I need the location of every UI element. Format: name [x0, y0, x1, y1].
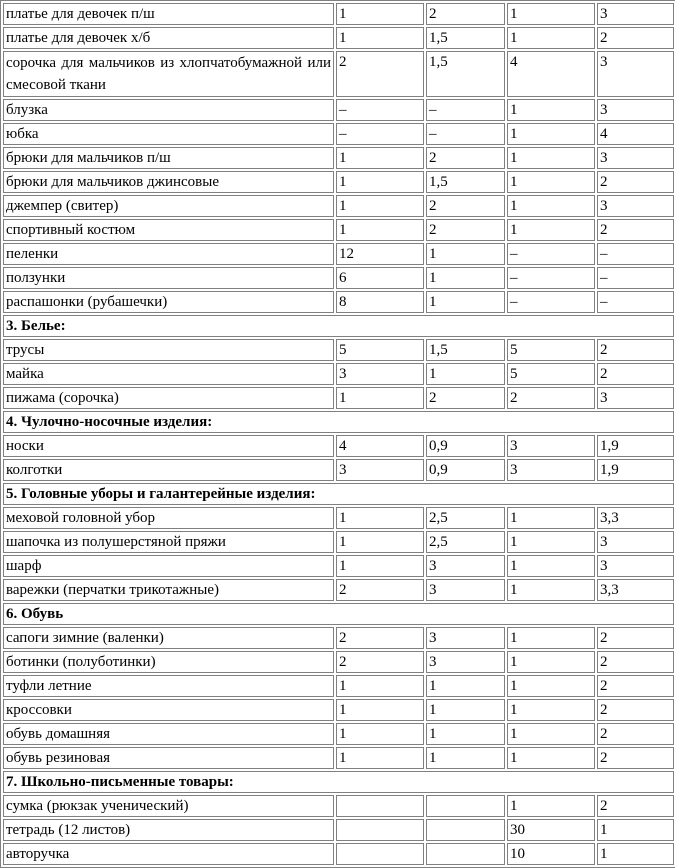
value-cell-4: 1,9	[597, 459, 674, 481]
value-cell-1	[336, 843, 424, 865]
value-cell-1	[336, 795, 424, 817]
table-row	[3, 171, 674, 193]
value-cell-3: 1	[507, 195, 595, 217]
value-cell-4: 1	[597, 843, 674, 865]
value-cell-2: 1,5	[426, 339, 505, 361]
table-row	[3, 531, 674, 553]
table-row	[3, 459, 674, 481]
value-cell-2: 1	[426, 267, 505, 289]
value-cell-3: 4	[507, 51, 595, 97]
value-cell-3: 5	[507, 363, 595, 385]
item-name-cell: носки	[3, 435, 334, 457]
value-cell-1: 2	[336, 51, 424, 97]
table-row	[3, 3, 674, 25]
value-cell-4: 2	[597, 171, 674, 193]
value-cell-3: 1	[507, 219, 595, 241]
value-cell-3: 1	[507, 123, 595, 145]
value-cell-4: –	[597, 267, 674, 289]
item-name-cell: брюки для мальчиков джинсовые	[3, 171, 334, 193]
value-cell-1: 3	[336, 363, 424, 385]
section-title: 4. Чулочно-носочные изделия:	[3, 411, 674, 433]
value-cell-3: 1	[507, 723, 595, 745]
table-row	[3, 843, 674, 865]
value-cell-2: 2	[426, 195, 505, 217]
table-row	[3, 723, 674, 745]
item-name-cell: пижама (сорочка)	[3, 387, 334, 409]
section-header-row	[3, 411, 674, 433]
item-name-cell: платье для девочек х/б	[3, 27, 334, 49]
table-row	[3, 387, 674, 409]
value-cell-3: 1	[507, 627, 595, 649]
value-cell-1: 2	[336, 579, 424, 601]
value-cell-4: 2	[597, 651, 674, 673]
value-cell-4: 1,9	[597, 435, 674, 457]
value-cell-1: 1	[336, 531, 424, 553]
item-name-cell: трусы	[3, 339, 334, 361]
value-cell-2: 3	[426, 651, 505, 673]
table-row	[3, 795, 674, 817]
table-row	[3, 651, 674, 673]
value-cell-2: 3	[426, 579, 505, 601]
value-cell-2: 3	[426, 555, 505, 577]
value-cell-3: 1	[507, 651, 595, 673]
value-cell-3: 3	[507, 435, 595, 457]
table-row	[3, 123, 674, 145]
value-cell-2: 1	[426, 723, 505, 745]
value-cell-4: 2	[597, 675, 674, 697]
item-name-cell: тетрадь (12 листов)	[3, 819, 334, 841]
item-name-cell: джемпер (свитер)	[3, 195, 334, 217]
value-cell-1: 12	[336, 243, 424, 265]
item-name-cell: брюки для мальчиков п/ш	[3, 147, 334, 169]
value-cell-1: 1	[336, 195, 424, 217]
item-name-cell: сорочка для мальчиков из хлопчатобумажной или смесовой ткани	[3, 51, 334, 97]
value-cell-3: –	[507, 267, 595, 289]
value-cell-3: 3	[507, 459, 595, 481]
value-cell-1: 1	[336, 219, 424, 241]
value-cell-2: 2	[426, 387, 505, 409]
value-cell-4: –	[597, 243, 674, 265]
item-name-cell: варежки (перчатки трикотажные)	[3, 579, 334, 601]
value-cell-4: 3	[597, 531, 674, 553]
value-cell-1: 4	[336, 435, 424, 457]
section-header-row	[3, 483, 674, 505]
value-cell-3: 1	[507, 147, 595, 169]
table-row	[3, 291, 674, 313]
section-header-row	[3, 771, 674, 793]
table-row	[3, 195, 674, 217]
value-cell-4: 2	[597, 27, 674, 49]
value-cell-4: 1	[597, 819, 674, 841]
value-cell-1: 2	[336, 651, 424, 673]
item-name-cell: пеленки	[3, 243, 334, 265]
value-cell-2	[426, 819, 505, 841]
value-cell-4: 3	[597, 387, 674, 409]
item-name-cell: меховой головной убор	[3, 507, 334, 529]
value-cell-2: 1	[426, 363, 505, 385]
section-title: 3. Белье:	[3, 315, 674, 337]
value-cell-2: –	[426, 123, 505, 145]
table-row	[3, 99, 674, 121]
value-cell-1: 1	[336, 555, 424, 577]
value-cell-2: 1	[426, 675, 505, 697]
value-cell-4: 2	[597, 363, 674, 385]
value-cell-4: –	[597, 291, 674, 313]
table-row	[3, 555, 674, 577]
value-cell-4: 3	[597, 51, 674, 97]
item-name-cell: авторучка	[3, 843, 334, 865]
value-cell-1: 5	[336, 339, 424, 361]
value-cell-3: 1	[507, 171, 595, 193]
value-cell-2: 2	[426, 3, 505, 25]
value-cell-3: 1	[507, 795, 595, 817]
value-cell-2: 1,5	[426, 171, 505, 193]
value-cell-1: 1	[336, 507, 424, 529]
value-cell-3: 1	[507, 3, 595, 25]
value-cell-3: 1	[507, 99, 595, 121]
item-name-cell: майка	[3, 363, 334, 385]
value-cell-1: 1	[336, 171, 424, 193]
item-name-cell: распашонки (рубашечки)	[3, 291, 334, 313]
value-cell-2: –	[426, 99, 505, 121]
table-row	[3, 579, 674, 601]
table-row	[3, 339, 674, 361]
section-title: 5. Головные уборы и галантерейные изделия:	[3, 483, 674, 505]
value-cell-4: 2	[597, 723, 674, 745]
value-cell-3: 1	[507, 555, 595, 577]
value-cell-1: 1	[336, 699, 424, 721]
value-cell-2: 1	[426, 291, 505, 313]
table-row	[3, 51, 674, 97]
value-cell-3: 1	[507, 531, 595, 553]
value-cell-2: 3	[426, 627, 505, 649]
value-cell-2	[426, 843, 505, 865]
value-cell-4: 3	[597, 195, 674, 217]
value-cell-1: 1	[336, 723, 424, 745]
value-cell-1: 1	[336, 27, 424, 49]
value-cell-1: 2	[336, 627, 424, 649]
value-cell-2: 0,9	[426, 459, 505, 481]
table-row	[3, 675, 674, 697]
item-name-cell: шарф	[3, 555, 334, 577]
value-cell-2: 0,9	[426, 435, 505, 457]
value-cell-2: 2	[426, 147, 505, 169]
table-row	[3, 627, 674, 649]
table-row	[3, 219, 674, 241]
item-name-cell: блузка	[3, 99, 334, 121]
item-name-cell: ботинки (полуботинки)	[3, 651, 334, 673]
item-name-cell: колготки	[3, 459, 334, 481]
value-cell-3: 10	[507, 843, 595, 865]
item-name-cell: юбка	[3, 123, 334, 145]
item-name-cell: сапоги зимние (валенки)	[3, 627, 334, 649]
value-cell-4: 3,3	[597, 579, 674, 601]
value-cell-1: 6	[336, 267, 424, 289]
value-cell-4: 2	[597, 795, 674, 817]
section-header-row	[3, 603, 674, 625]
table-row	[3, 507, 674, 529]
item-name-cell: спортивный костюм	[3, 219, 334, 241]
value-cell-2: 2,5	[426, 507, 505, 529]
value-cell-1: 3	[336, 459, 424, 481]
value-cell-4: 2	[597, 747, 674, 769]
value-cell-2: 1	[426, 747, 505, 769]
table-row	[3, 267, 674, 289]
value-cell-1: 1	[336, 747, 424, 769]
value-cell-4: 2	[597, 627, 674, 649]
value-cell-3: 30	[507, 819, 595, 841]
value-cell-3: 2	[507, 387, 595, 409]
value-cell-1: 8	[336, 291, 424, 313]
item-name-cell: платье для девочек п/ш	[3, 3, 334, 25]
value-cell-1	[336, 819, 424, 841]
item-name-cell: обувь домашняя	[3, 723, 334, 745]
item-name-cell: туфли летние	[3, 675, 334, 697]
item-name-cell: сумка (рюкзак ученический)	[3, 795, 334, 817]
value-cell-2: 1	[426, 699, 505, 721]
value-cell-3: 1	[507, 27, 595, 49]
table-row	[3, 363, 674, 385]
value-cell-3: 1	[507, 579, 595, 601]
value-cell-3: 1	[507, 675, 595, 697]
norms-table-body	[3, 3, 674, 865]
value-cell-4: 3	[597, 147, 674, 169]
value-cell-2: 1,5	[426, 27, 505, 49]
value-cell-3: –	[507, 291, 595, 313]
table-row	[3, 243, 674, 265]
value-cell-4: 3	[597, 555, 674, 577]
table-row	[3, 699, 674, 721]
value-cell-3: 1	[507, 747, 595, 769]
value-cell-4: 4	[597, 123, 674, 145]
value-cell-2: 2,5	[426, 531, 505, 553]
table-row	[3, 435, 674, 457]
value-cell-2: 1	[426, 243, 505, 265]
value-cell-3: –	[507, 243, 595, 265]
value-cell-3: 1	[507, 699, 595, 721]
value-cell-2	[426, 795, 505, 817]
table-row	[3, 27, 674, 49]
value-cell-2: 2	[426, 219, 505, 241]
value-cell-1: –	[336, 99, 424, 121]
table-row	[3, 747, 674, 769]
value-cell-1: 1	[336, 3, 424, 25]
value-cell-4: 3	[597, 3, 674, 25]
value-cell-4: 2	[597, 219, 674, 241]
value-cell-1: 1	[336, 147, 424, 169]
table-row	[3, 147, 674, 169]
section-header-row	[3, 315, 674, 337]
section-title: 6. Обувь	[3, 603, 674, 625]
value-cell-1: 1	[336, 675, 424, 697]
item-name-cell: кроссовки	[3, 699, 334, 721]
value-cell-2: 1,5	[426, 51, 505, 97]
value-cell-4: 3,3	[597, 507, 674, 529]
value-cell-3: 5	[507, 339, 595, 361]
item-name-cell: обувь резиновая	[3, 747, 334, 769]
value-cell-3: 1	[507, 507, 595, 529]
value-cell-4: 2	[597, 339, 674, 361]
value-cell-4: 3	[597, 99, 674, 121]
item-name-cell: ползунки	[3, 267, 334, 289]
item-name-cell: шапочка из полушерстяной пряжи	[3, 531, 334, 553]
section-title: 7. Школьно-письменные товары:	[3, 771, 674, 793]
value-cell-1: –	[336, 123, 424, 145]
value-cell-4: 2	[597, 699, 674, 721]
value-cell-1: 1	[336, 387, 424, 409]
table-row	[3, 819, 674, 841]
